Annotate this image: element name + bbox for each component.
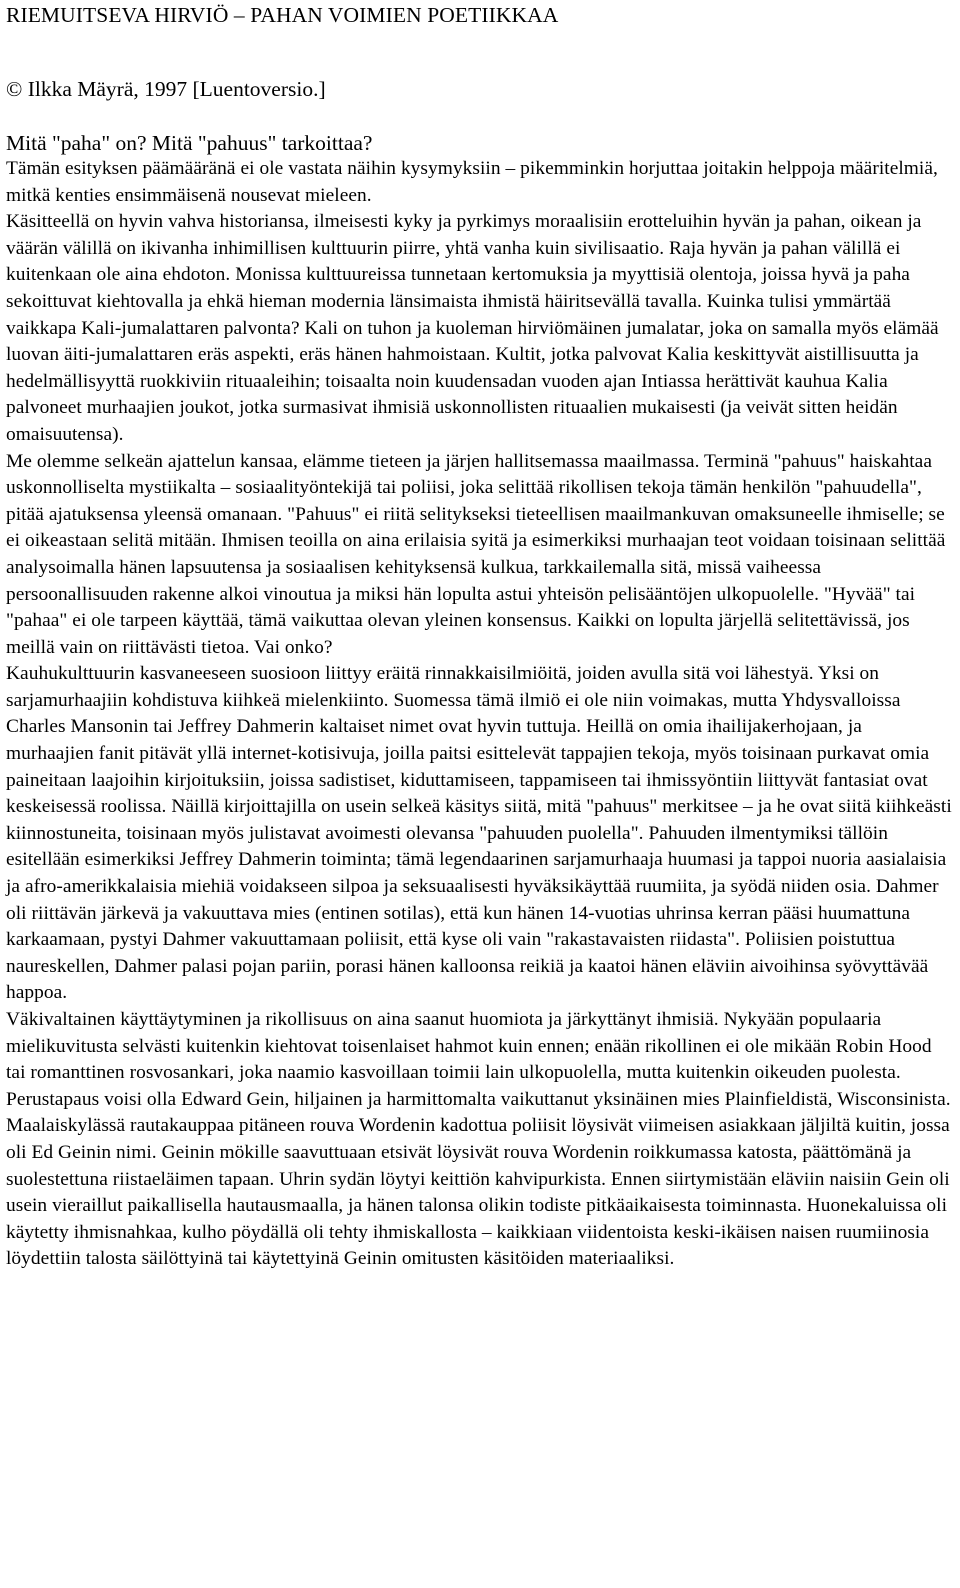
opening-question: Mitä "paha" on? Mitä "pahuus" tarkoittaa? xyxy=(6,131,373,155)
copyright-byline: © Ilkka Mäyrä, 1997 [Luentoversio.] xyxy=(6,77,326,101)
paragraph-history: Käsitteellä on hyvin vahva historiansa, ilmeisesti kyky ja pyrkimys moraalisiin erotteluihin hyvän ja pahan, oikean ja väärän välillä on ikivanha inhimillisen kulttuurin piirre, yhtä vanha kuin sivilisaatio. Raja hyvän ja pahan välillä ei kuitenkaan ole aina ehdoton. Monissa kulttuureissa tunnetaan kertomuksia ja myyttisiä olentoja, joissa hyvä ja paha sekoittuvat kiehtovalla ja ehkä hieman modernia länsimaista ihmistä häiritsevällä tavalla. Kuinka tulisi ymmärtää vaikkapa Kali-jumalattaren palvonta? Kali on tuhon ja kuoleman hirviömäinen jumalatar, joka on samalla myös elämää luovan äiti-jumalattaren eräs aspekti, eräs hänen hahmoistaan. Kultit, jotka palvovat Kalia keskittyvät aistillisuutta ja hedelmällisyyttä ruokkiviin rituaaleihin; toisaalta noin kuudensadan vuoden ajan Intiassa herättivät kauhua Kalia palvoneet murhaajien joukot, jotka surmasivat ihmisiä uskonnollisten rituaalien mukaisesti (ja veivät sitten heidän omaisuutensa). xyxy=(6,211,939,445)
paragraph-horror-culture: Kauhukulttuurin kasvaneeseen suosioon liittyy eräitä rinnakkaisilmiöitä, joiden avulla sitä voi lähestyä. Yksi on sarjamurhaajiin kohdistuva kiihkeä mielenkiinto. Suomessa tämä ilmiö ei ole niin voimakas, mutta Yhdysvalloissa Charles Mansonin tai Jeffrey Dahmerin kaltaiset nimet ovat hyvin tuttuja. Heillä on omia ihailijakerhojaan, ja murhaajien fanit pitävät yllä internet-kotisivuja, joilla paitsi esittelevät tappajien tekoja, myös toisinaan purkavat omia paineitaan laajoihin kirjoituksiin, joissa sadistiset, kiduttamiseen, tappamiseen tai ihmissyöntiin liittyvät fantasiat ovat keskeisessä roolissa. Näillä kirjoittajilla on usein selkeä käsitys siitä, mitä "pahuus" merkitsee – ja he ovat siitä kiihkeästi kiinnostuneita, toisinaan myös julistavat avoimesti olevansa "pahuuden puolella". Pahuuden ilmentymiksi tällöin esitellään esimerkiksi Jeffrey Dahmerin toiminta; tämä legendaarinen sarjamurhaaja huumasi ja tappoi nuoria aasialaisia ja afro-amerikkalaisia miehiä voidakseen silpoa ja seksuaalisesti hyväksikäyttää ruumiita, ja syödä niiden osia. Dahmer oli riittävän järkevä ja vakuuttava mies (entinen sotilas), että kun hänen 14-vuotias uhrinsa kerran pääsi huumattuna karkaamaan, pystyi Dahmer vakuuttamaan poliisit, että kyse oli vain "rakastavaisten riidasta". Poliisien poistuttua naureskellen, Dahmer palasi pojan pariin, porasi hänen kalloonsa reikiä ja kaatoi hänen eläviin aivoihinsa syövyttävää happoa. xyxy=(6,663,952,1004)
document-title: RIEMUITSEVA HIRVIÖ – PAHAN VOIMIEN POETIIKKAA xyxy=(6,3,559,27)
paragraph-intro: Tämän esityksen päämääränä ei ole vastata näihin kysymyksiin – pikemminkin horjuttaa joitakin helppoja määritelmiä, mitkä kenties ensimmäisenä nousevat mieleen. xyxy=(6,158,938,206)
paragraph-reason: Me olemme selkeän ajattelun kansaa, elämme tieteen ja järjen hallitsemassa maailmassa. Terminä "pahuus" haiskahtaa uskonnolliselta mystiikalta – sosiaalityöntekijä tai poliisi, joka selittää rikollisen tekoja tämän henkilön "pahuudella", pitää ajatuksensa yleensä omanaan. "Pahuus" ei riitä selitykseksi tieteellisen maailmankuvan omaksuneelle ihmiselle; se ei oikeastaan selitä mitään. Ihmisen teoilla on aina erilaisia syitä ja esimerkiksi murhaajan teot voidaan toisinaan selittää analysoimalla hänen lapsuutensa ja sosiaalisen kehityksensä kulkua, tarkkailemalla sitä, missä vaiheessa persoonallisuuden rakenne alkoi vinoutua ja miksi hän lopulta astui yhteisön pelisääntöjen ulkopuolelle. "Hyvää" tai "pahaa" ei ole tarpeen käyttää, tämä vaikuttaa olevan yleinen konsensus. Kaikki on lopulta järjellä selitettävissä, jos meillä vain on riittävästi tietoa. Vai onko? xyxy=(6,450,946,658)
document-page xyxy=(6,0,954,1273)
paragraph-violence: Väkivaltainen käyttäytyminen ja rikollisuus on aina saanut huomiota ja järkyttänyt ihmisiä. Nykyään populaaria mielikuvitusta selvästi kuitenkin kiehtovat toisenlaiset hahmot kuin ennen; enään rikollinen ei ole mikään Robin Hood tai romanttinen rosvosankari, joka naamio kasvoillaan toimii lain ulkopuolella, mutta kuitenkin oikeuden puolesta. Perustapaus voisi olla Edward Gein, hiljainen ja harmittomalta vaikuttanut yksinäinen mies Plainfieldistä, Wisconsinista. Maalaiskylässä rautakauppaa pitäneen rouva Wordenin kadottua poliisit löysivät viimeisen asiakkaan jäljiltä kuitin, jossa oli Ed Geinin nimi. Geinin mökille saavuttuaan etsivät löysivät rouva Wordenin roikkumassa katosta, päättömänä ja suolestettuna riistaeläimen tapaan. Uhrin sydän löytyi keittiön kahvipurkista. Ennen siirtymistään eläviin naisiin Gein oli usein vieraillut paikallisella hautausmaalla, ja hänen talonsa olikin todiste pitkäaikaisesta toiminnasta. Huonekaluissa oli käytetty ihmisnahkaa, kulho pöydällä oli tehty ihmiskallosta – kaikkiaan viidentoista keski-ikäisen naisen ruumiinosia löydettiin talosta säilöttyinä tai käytettyinä Geinin omitusten käsitöiden materiaaliksi. xyxy=(6,1009,951,1270)
